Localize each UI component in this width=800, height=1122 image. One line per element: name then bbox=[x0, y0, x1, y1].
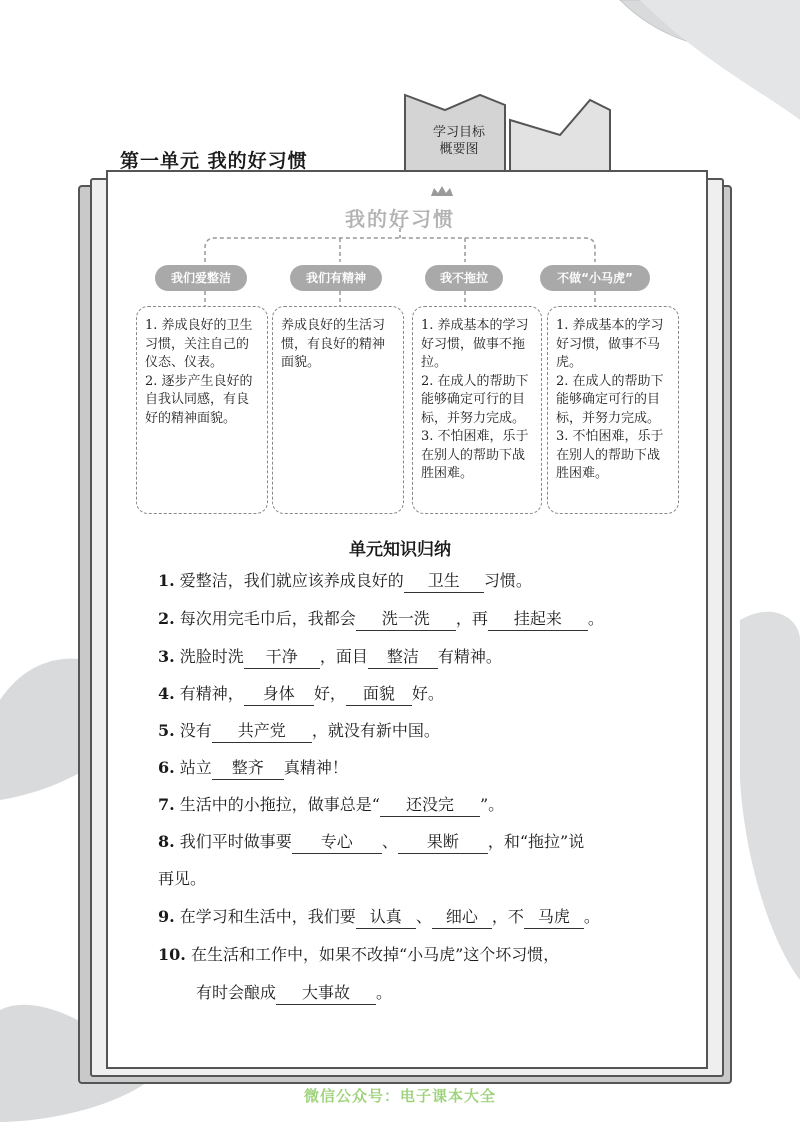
answer-blank: 大事故 bbox=[276, 982, 376, 1005]
answer-blank: 专心 bbox=[292, 831, 382, 854]
branch-text: 3. 不怕困难，乐于在别人的帮助下战胜困难。 bbox=[421, 429, 529, 481]
answer-blank: 面貌 bbox=[346, 683, 412, 706]
item-text: 好， bbox=[313, 684, 346, 703]
item-text: 我们平时做事要 bbox=[179, 832, 292, 851]
branch-text: 2. 在成人的帮助下能够确定可行的目标，并努力完成。 bbox=[421, 373, 529, 426]
item-number: 7. bbox=[158, 795, 175, 814]
item-text: ，面目 bbox=[319, 647, 368, 666]
item-text: 爱整洁，我们就应该养成良好的 bbox=[179, 571, 404, 590]
branch-text: 1. 养成基本的学习好习惯，做事不拖拉。 bbox=[421, 318, 529, 370]
bookmark-label-line2: 概要图 bbox=[439, 142, 479, 157]
branch-pill-no-delay: 我不拖拉 bbox=[425, 265, 503, 291]
item-text: 洗脸时洗 bbox=[179, 647, 244, 666]
footer-watermark: 微信公众号：电子课本大全 bbox=[303, 1087, 496, 1105]
answer-blank: 挂起来 bbox=[488, 608, 588, 631]
branch-box-energetic bbox=[272, 306, 404, 514]
branch-pill-not-careless: 不做“小马虎” bbox=[540, 265, 650, 291]
item-text: 有精神。 bbox=[437, 647, 502, 666]
answer-blank: 卫生 bbox=[404, 570, 484, 593]
branch-pill-tidy: 我们爱整洁 bbox=[155, 265, 247, 291]
item-number: 8. bbox=[158, 832, 175, 851]
branch-text: 养成良好的生活习惯，有良好的精神面貌。 bbox=[281, 318, 386, 370]
item-text: 没有 bbox=[179, 721, 212, 740]
item-number: 3. bbox=[158, 647, 175, 666]
item-text: 有时会酿成 bbox=[196, 983, 277, 1002]
item-text: 、 bbox=[381, 832, 398, 851]
answer-blank: 共产党 bbox=[212, 720, 312, 743]
branch-text: 2. 逐步产生良好的自我认同感，有良好的精神面貌。 bbox=[145, 373, 253, 426]
summary-item-10 bbox=[158, 944, 559, 966]
branch-pill-energetic: 我们有精神 bbox=[290, 265, 382, 291]
answer-blank: 马虎 bbox=[524, 906, 584, 929]
answer-blank: 整洁 bbox=[368, 646, 438, 669]
summary-item-8-continuation: 再见。 bbox=[158, 869, 207, 888]
item-text: 在生活和工作中，如果不改掉“小马虎”这个坏习惯， bbox=[190, 945, 560, 964]
branch-box-tidy bbox=[136, 306, 268, 514]
answer-blank: 身体 bbox=[244, 683, 314, 706]
item-text: ，再 bbox=[455, 609, 488, 628]
item-number: 9. bbox=[158, 907, 175, 926]
summary-item-4 bbox=[158, 683, 444, 706]
branch-box-no-delay bbox=[412, 306, 542, 514]
summary-item-6 bbox=[158, 757, 348, 780]
item-text: 。 bbox=[376, 983, 393, 1002]
item-number: 2. bbox=[158, 609, 175, 628]
answer-blank: 干净 bbox=[244, 646, 320, 669]
bookmark-label-line1: 学习目标 bbox=[432, 125, 485, 140]
summary-heading: 单元知识归纳 bbox=[349, 540, 451, 560]
summary-item-7 bbox=[158, 794, 504, 817]
concept-map-title: 我的好习惯 bbox=[345, 207, 455, 231]
summary-item-1 bbox=[158, 570, 532, 593]
item-text: 好。 bbox=[411, 684, 444, 703]
item-text: ，不 bbox=[491, 907, 524, 926]
item-number: 1. bbox=[158, 571, 175, 590]
item-number: 5. bbox=[158, 721, 175, 740]
branch-box-not-careless bbox=[547, 306, 679, 514]
summary-item-10-continuation bbox=[196, 982, 392, 1005]
summary-item-8 bbox=[158, 831, 584, 854]
item-text: 在学习和生活中，我们要 bbox=[179, 907, 356, 926]
item-text: 有精神， bbox=[179, 684, 244, 703]
item-number: 6. bbox=[158, 758, 175, 777]
unit-title: 第一单元 我的好习惯 bbox=[120, 150, 308, 172]
branch-text: 1. 养成基本的学习好习惯，做事不马虎。 bbox=[556, 318, 664, 370]
item-text: 、 bbox=[415, 907, 432, 926]
item-text: 站立 bbox=[179, 758, 212, 777]
item-text: ，就没有新中国。 bbox=[311, 721, 440, 740]
answer-blank: 细心 bbox=[432, 906, 492, 929]
item-text: 。 bbox=[583, 907, 600, 926]
summary-item-9 bbox=[158, 906, 600, 929]
item-text: 习惯。 bbox=[483, 571, 532, 590]
item-number: 4. bbox=[158, 684, 175, 703]
branch-text: 3. 不怕困难，乐于在别人的帮助下战胜困难。 bbox=[556, 429, 664, 481]
item-text: 真精神！ bbox=[283, 758, 348, 777]
summary-item-2 bbox=[158, 608, 604, 631]
summary-item-5 bbox=[158, 720, 440, 743]
branch-text: 1. 养成良好的卫生习惯，关注自己的仪态、仪表。 bbox=[145, 318, 253, 370]
answer-blank: 认真 bbox=[356, 906, 416, 929]
item-text: ，和“拖拉”说 bbox=[487, 832, 585, 851]
item-text: 。 bbox=[587, 609, 604, 628]
item-number: 10. bbox=[158, 945, 186, 964]
item-text: 每次用完毛巾后，我都会 bbox=[179, 609, 356, 628]
item-text: ”。 bbox=[479, 795, 505, 814]
branch-text: 2. 在成人的帮助下能够确定可行的目标，并努力完成。 bbox=[556, 373, 664, 426]
answer-blank: 还没完 bbox=[380, 794, 480, 817]
item-text: 生活中的小拖拉，做事总是“ bbox=[179, 795, 380, 814]
summary-item-3 bbox=[158, 646, 502, 669]
answer-blank: 果断 bbox=[398, 831, 488, 854]
answer-blank: 洗一洗 bbox=[356, 608, 456, 631]
answer-blank: 整齐 bbox=[212, 757, 284, 780]
